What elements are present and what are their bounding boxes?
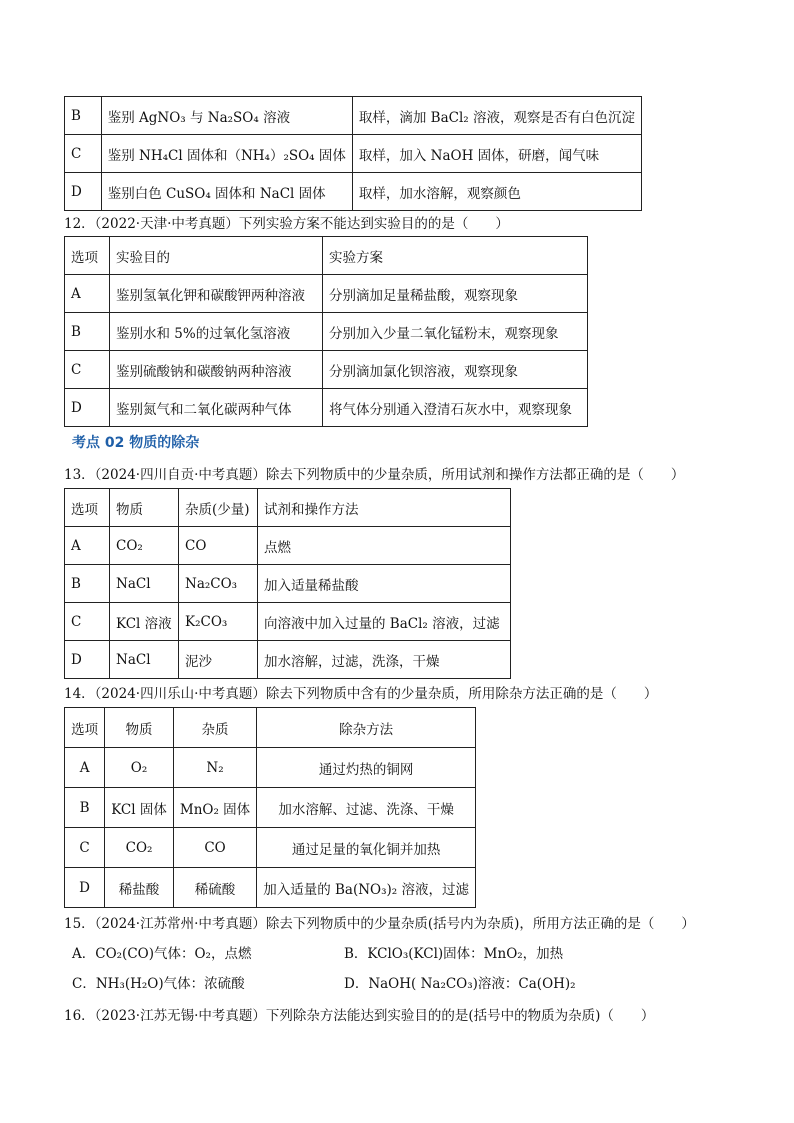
table-row — [65, 135, 642, 173]
impurity-cell: CO — [179, 527, 258, 565]
q11-table — [64, 96, 642, 211]
option-cell: C — [65, 603, 110, 641]
header-substance: 物质 — [110, 489, 179, 527]
impurity-cell: K₂CO₃ — [179, 603, 258, 641]
table-row — [65, 565, 511, 603]
method-cell: 将气体分别通入澄清石灰水中，观察现象 — [323, 389, 588, 427]
header-purpose: 实验目的 — [110, 237, 323, 275]
header-method: 试剂和操作方法 — [258, 489, 511, 527]
method-cell: 分别加入少量二氧化锰粉末，观察现象 — [323, 313, 588, 351]
method-cell: 向溶液中加入过量的 BaCl₂ 溶液，过滤 — [258, 603, 511, 641]
method-cell: 加水溶解，过滤，洗涤，干燥 — [258, 641, 511, 679]
method-cell: 取样，加水溶解，观察颜色 — [352, 173, 641, 211]
question-13-text: 13．（2024·四川自贡·中考真题）除去下列物质中的少量杂质，所用试剂和操作方法都正确的是（ ） — [64, 467, 685, 483]
impurity-cell: 泥沙 — [179, 641, 258, 679]
option-cell: D — [65, 868, 105, 908]
q14-table — [64, 707, 476, 908]
topic-heading: 考点 02 物质的除杂 — [72, 435, 200, 451]
method-cell: 通过足量的氧化铜并加热 — [257, 828, 476, 868]
option-cell: B — [65, 788, 105, 828]
substance-cell: O₂ — [105, 748, 174, 788]
method-cell: 点燃 — [258, 527, 511, 565]
purpose-cell: 鉴别 AgNO₃ 与 Na₂SO₄ 溶液 — [101, 97, 352, 135]
question-12-text: 12．（2022·天津·中考真题）下列实验方案不能达到实验目的的是（ ） — [64, 216, 509, 232]
table-row — [65, 603, 511, 641]
purpose-cell: 鉴别氮气和二氧化碳两种气体 — [110, 389, 323, 427]
impurity-cell: N₂ — [173, 748, 256, 788]
substance-cell: NaCl — [110, 565, 179, 603]
method-cell: 取样，滴加 BaCl₂ 溶液，观察是否有白色沉淀 — [352, 97, 641, 135]
table-row — [65, 173, 642, 211]
option-c: C．NH₃(H₂O)气体：浓硫酸 — [72, 976, 245, 992]
header-method: 实验方案 — [323, 237, 588, 275]
table-row — [65, 97, 642, 135]
purpose-cell: 鉴别水和 5%的过氧化氢溶液 — [110, 313, 323, 351]
substance-cell: CO₂ — [110, 527, 179, 565]
header-option: 选项 — [65, 237, 110, 275]
impurity-cell: MnO₂ 固体 — [173, 788, 256, 828]
option-cell: D — [65, 641, 110, 679]
method-cell: 分别滴加氯化钡溶液，观察现象 — [323, 351, 588, 389]
table-row — [65, 275, 588, 313]
option-cell: A — [65, 748, 105, 788]
question-15-text: 15．（2024·江苏常州·中考真题）除去下列物质中的少量杂质(括号内为杂质)，所用方法正确的是（ ） — [64, 916, 695, 932]
table-header-row — [65, 237, 588, 275]
table-row — [65, 868, 476, 908]
substance-cell: KCl 固体 — [105, 788, 174, 828]
question-14-text: 14．（2024·四川乐山·中考真题）除去下列物质中含有的少量杂质，所用除杂方法正确的是（ ） — [64, 686, 658, 702]
header-impurity: 杂质(少量) — [179, 489, 258, 527]
header-option: 选项 — [65, 708, 105, 748]
method-cell: 加入适量的 Ba(NO₃)₂ 溶液，过滤 — [257, 868, 476, 908]
table-row — [65, 641, 511, 679]
option-d: D．NaOH( Na₂CO₃)溶液：Ca(OH)₂ — [344, 976, 576, 992]
substance-cell: KCl 溶液 — [110, 603, 179, 641]
purpose-cell: 鉴别氢氧化钾和碳酸钾两种溶液 — [110, 275, 323, 313]
method-cell: 加水溶解、过滤、洗涤、干燥 — [257, 788, 476, 828]
table-row — [65, 313, 588, 351]
option-cell: B — [65, 313, 110, 351]
q12-table — [64, 236, 588, 427]
option-cell: C — [65, 135, 102, 173]
q13-table — [64, 488, 511, 679]
purpose-cell: 鉴别白色 CuSO₄ 固体和 NaCl 固体 — [101, 173, 352, 211]
header-impurity: 杂质 — [173, 708, 256, 748]
header-substance: 物质 — [105, 708, 174, 748]
option-cell: B — [65, 565, 110, 603]
purpose-cell: 鉴别 NH₄Cl 固体和（NH₄）₂SO₄ 固体 — [101, 135, 352, 173]
substance-cell: NaCl — [110, 641, 179, 679]
table-row — [65, 389, 588, 427]
table-row — [65, 527, 511, 565]
table-row — [65, 351, 588, 389]
option-cell: C — [65, 351, 110, 389]
impurity-cell: Na₂CO₃ — [179, 565, 258, 603]
table-row — [65, 828, 476, 868]
option-cell: D — [65, 173, 102, 211]
option-cell: A — [65, 527, 110, 565]
table-header-row — [65, 489, 511, 527]
method-cell: 分别滴加足量稀盐酸，观察现象 — [323, 275, 588, 313]
impurity-cell: 稀硫酸 — [173, 868, 256, 908]
substance-cell: CO₂ — [105, 828, 174, 868]
method-cell: 加入适量稀盐酸 — [258, 565, 511, 603]
impurity-cell: CO — [173, 828, 256, 868]
header-option: 选项 — [65, 489, 110, 527]
option-cell: D — [65, 389, 110, 427]
option-cell: C — [65, 828, 105, 868]
method-cell: 通过灼热的铜网 — [257, 748, 476, 788]
substance-cell: 稀盐酸 — [105, 868, 174, 908]
header-method: 除杂方法 — [257, 708, 476, 748]
table-row — [65, 748, 476, 788]
method-cell: 取样，加入 NaOH 固体，研磨，闻气味 — [352, 135, 641, 173]
table-header-row — [65, 708, 476, 748]
option-b: B．KClO₃(KCl)固体：MnO₂，加热 — [344, 946, 564, 962]
option-cell: B — [65, 97, 102, 135]
purpose-cell: 鉴别硫酸钠和碳酸钠两种溶液 — [110, 351, 323, 389]
table-row — [65, 788, 476, 828]
option-cell: A — [65, 275, 110, 313]
question-16-text: 16．（2023·江苏无锡·中考真题）下列除杂方法能达到实验目的的是(括号中的物质为杂质)（ ） — [64, 1008, 655, 1024]
option-a: A．CO₂(CO)气体：O₂，点燃 — [72, 946, 252, 962]
